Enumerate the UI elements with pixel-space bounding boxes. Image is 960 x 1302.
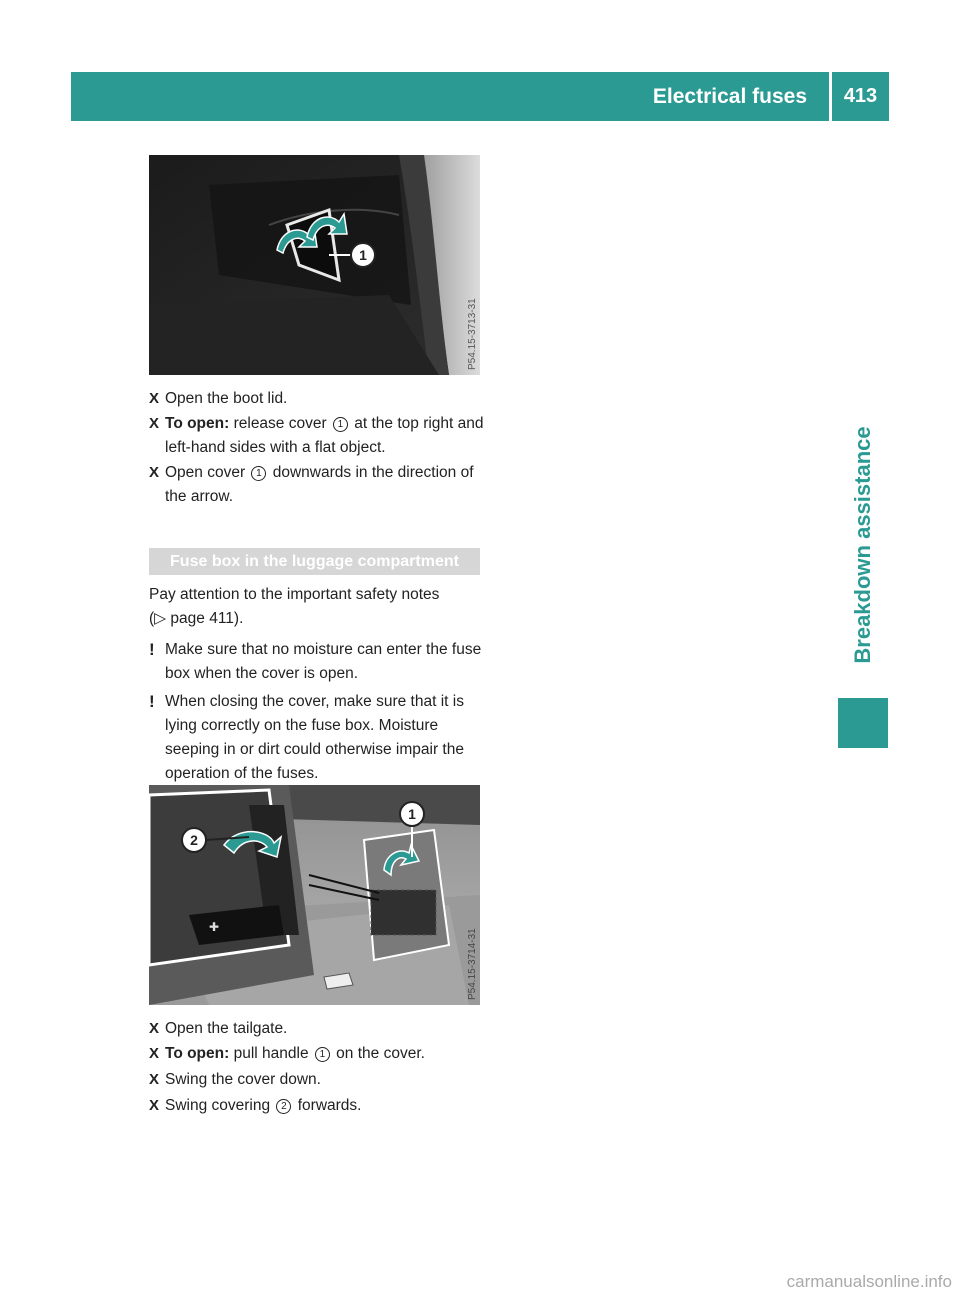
step-item: X Swing covering 2 forwards.: [149, 1097, 362, 1114]
intro-paragraph: Pay attention to the important safety notes (▷ page 411).: [149, 586, 440, 627]
page-number: 413: [843, 85, 878, 107]
boot-illustration: [149, 155, 480, 375]
step-item: X Open cover 1 downwards in the direction of the arrow.: [149, 464, 474, 505]
side-tab-label: Breakdown assistance: [850, 426, 875, 664]
header-bar: [71, 72, 889, 121]
step-item: X Swing the cover down.: [149, 1071, 321, 1088]
step-item: X Open the tailgate.: [149, 1020, 288, 1037]
side-tab-marker: [838, 698, 888, 748]
svg-text:1: 1: [408, 806, 416, 822]
step-item: X Open the boot lid.: [149, 390, 288, 407]
warning-note: ! When closing the cover, make sure that it is lying correctly on the fuse box. Moisture seeping in or dirt could otherwise impair the operation of the fuses.: [149, 692, 464, 782]
figure-luggage-compartment: [149, 785, 480, 1005]
side-tab: [838, 395, 888, 695]
warning-icon: !: [149, 640, 155, 659]
watermark: carmanualsonline.info: [786, 1272, 952, 1291]
warning-note: ! Make sure that no moisture can enter the fuse box when the cover is open.: [149, 640, 482, 682]
figure-code: P54.15-3713-31: [467, 298, 478, 370]
step-item: X To open: release cover 1 at the top right and left-hand sides with a flat object.: [149, 415, 484, 456]
section-heading: Fuse box in the luggage compartment: [149, 548, 480, 575]
svg-text:✚: ✚: [209, 920, 220, 934]
figure-code: P54.15-3714-31: [467, 928, 478, 1000]
figure-boot-cover: [149, 155, 480, 375]
step-item: X To open: pull handle 1 on the cover.: [149, 1045, 425, 1062]
svg-text:2: 2: [190, 832, 198, 848]
luggage-illustration: [149, 785, 480, 1005]
svg-text:1: 1: [359, 247, 367, 263]
section-title: Electrical fuses: [652, 85, 807, 108]
warning-icon: !: [149, 692, 155, 711]
